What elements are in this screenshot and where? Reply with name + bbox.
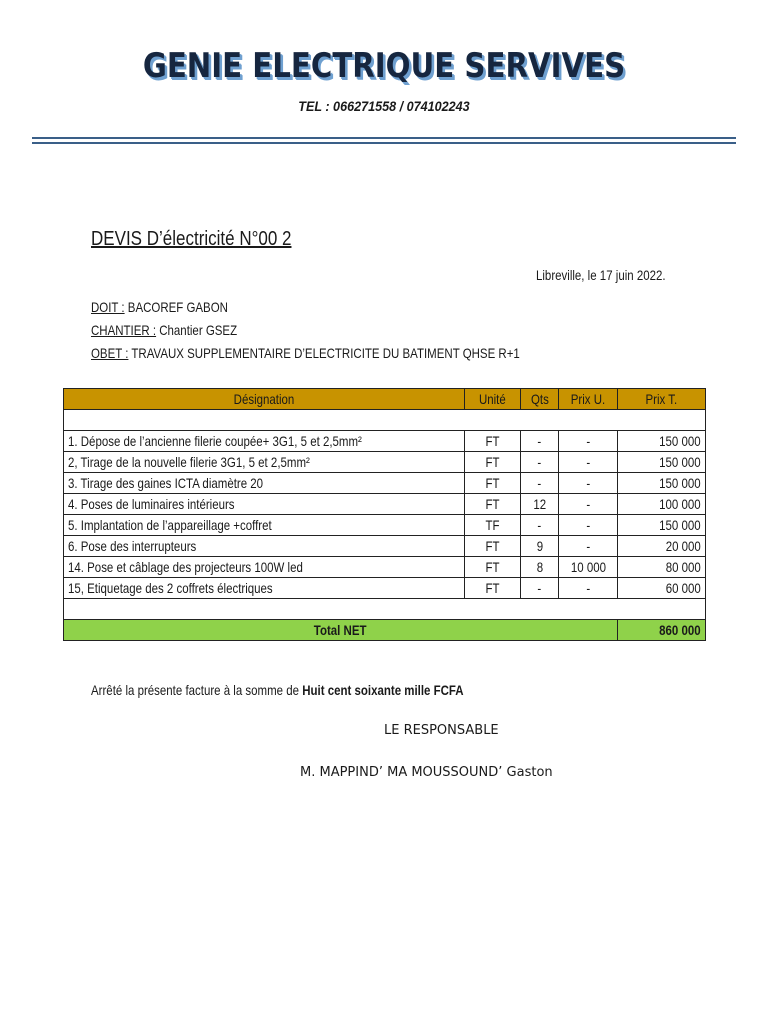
cell-total-price: 150 000 bbox=[618, 431, 706, 452]
cell-unit: FT bbox=[465, 536, 521, 557]
table-row bbox=[64, 431, 706, 452]
quote-table bbox=[63, 388, 706, 641]
table-row bbox=[64, 452, 706, 473]
cell-unit-price: - bbox=[559, 473, 618, 494]
cell-total-price: 20 000 bbox=[618, 536, 706, 557]
blank-row bbox=[64, 599, 706, 620]
document-date: Libreville, le 17 juin 2022. bbox=[536, 267, 666, 283]
table-row bbox=[64, 473, 706, 494]
cell-designation: 5. Implantation de l’appareillage +coffret bbox=[64, 515, 465, 536]
cell-unit: FT bbox=[465, 473, 521, 494]
total-row bbox=[64, 620, 706, 641]
cell-unit: FT bbox=[465, 557, 521, 578]
header-divider-bottom bbox=[32, 142, 736, 144]
blank-row bbox=[64, 410, 706, 431]
cell-unit-price: 10 000 bbox=[559, 557, 618, 578]
cell-designation: 2, Tirage de la nouvelle filerie 3G1, 5 et 2,5mm² bbox=[64, 452, 465, 473]
total-value: 860 000 bbox=[618, 620, 706, 641]
cell-quantity: - bbox=[521, 473, 559, 494]
subject-value: TRAVAUX SUPPLEMENTAIRE D’ELECTRICITE DU BATIMENT QHSE R+1 bbox=[131, 345, 520, 361]
site-line bbox=[91, 322, 237, 338]
cell-quantity: 12 bbox=[521, 494, 559, 515]
cell-unit: FT bbox=[465, 431, 521, 452]
site-label: CHANTIER : bbox=[91, 322, 157, 338]
cell-quantity: 9 bbox=[521, 536, 559, 557]
header-quantity: Qts bbox=[521, 389, 559, 410]
cell-designation: 6. Pose des interrupteurs bbox=[64, 536, 465, 557]
cell-unit-price: - bbox=[559, 431, 618, 452]
client-line bbox=[91, 299, 228, 315]
cell-designation: 1. Dépose de l’ancienne filerie coupée+ 3G1, 5 et 2,5mm² bbox=[64, 431, 465, 452]
subject-line bbox=[91, 345, 520, 361]
table-row bbox=[64, 578, 706, 599]
cell-total-price: 150 000 bbox=[618, 452, 706, 473]
cell-unit-price: - bbox=[559, 578, 618, 599]
cell-quantity: - bbox=[521, 578, 559, 599]
header-divider-top bbox=[32, 137, 736, 139]
cell-unit: FT bbox=[465, 578, 521, 599]
document-title: DEVIS D’électricité N°00 2 bbox=[91, 228, 292, 250]
signer-role: LE RESPONSABLE bbox=[384, 723, 499, 738]
company-name: GENIE ELECTRIQUE SERVIVES bbox=[142, 46, 626, 86]
cell-designation: 3. Tirage des gaines ICTA diamètre 20 bbox=[64, 473, 465, 494]
table-header-row bbox=[64, 389, 706, 410]
cell-quantity: - bbox=[521, 431, 559, 452]
header-total-price: Prix T. bbox=[618, 389, 706, 410]
header-designation: Désignation bbox=[64, 389, 465, 410]
cell-total-price: 150 000 bbox=[618, 515, 706, 536]
client-value: BACOREF GABON bbox=[127, 299, 228, 315]
table-row bbox=[64, 494, 706, 515]
cell-total-price: 100 000 bbox=[618, 494, 706, 515]
cell-total-price: 80 000 bbox=[618, 557, 706, 578]
company-phone: TEL : 066271558 / 074102243 bbox=[298, 98, 470, 114]
subject-label: OBET : bbox=[91, 345, 129, 361]
header-unit: Unité bbox=[465, 389, 521, 410]
cell-unit: TF bbox=[465, 515, 521, 536]
cell-unit-price: - bbox=[559, 536, 618, 557]
cell-total-price: 150 000 bbox=[618, 473, 706, 494]
header-unit-price: Prix U. bbox=[559, 389, 618, 410]
cell-designation: 14. Pose et câblage des projecteurs 100W led bbox=[64, 557, 465, 578]
amount-words: Huit cent soixante mille FCFA bbox=[302, 682, 464, 698]
amount-prefix: Arrêté la présente facture à la somme de bbox=[91, 682, 303, 698]
cell-unit-price: - bbox=[559, 515, 618, 536]
cell-quantity: 8 bbox=[521, 557, 559, 578]
cell-unit: FT bbox=[465, 494, 521, 515]
table-row bbox=[64, 515, 706, 536]
cell-quantity: - bbox=[521, 515, 559, 536]
total-label: Total NET bbox=[64, 620, 618, 641]
cell-designation: 15, Etiquetage des 2 coffrets électriques bbox=[64, 578, 465, 599]
cell-unit-price: - bbox=[559, 452, 618, 473]
cell-total-price: 60 000 bbox=[618, 578, 706, 599]
signer-name: M. MAPPIND’ MA MOUSSOUND’ Gaston bbox=[300, 765, 553, 780]
table-row bbox=[64, 536, 706, 557]
cell-quantity: - bbox=[521, 452, 559, 473]
table-row bbox=[64, 557, 706, 578]
cell-unit: FT bbox=[465, 452, 521, 473]
cell-unit-price: - bbox=[559, 494, 618, 515]
site-value: Chantier GSEZ bbox=[159, 322, 238, 338]
amount-in-words bbox=[91, 682, 464, 698]
cell-designation: 4. Poses de luminaires intérieurs bbox=[64, 494, 465, 515]
client-label: DOIT : bbox=[91, 299, 125, 315]
